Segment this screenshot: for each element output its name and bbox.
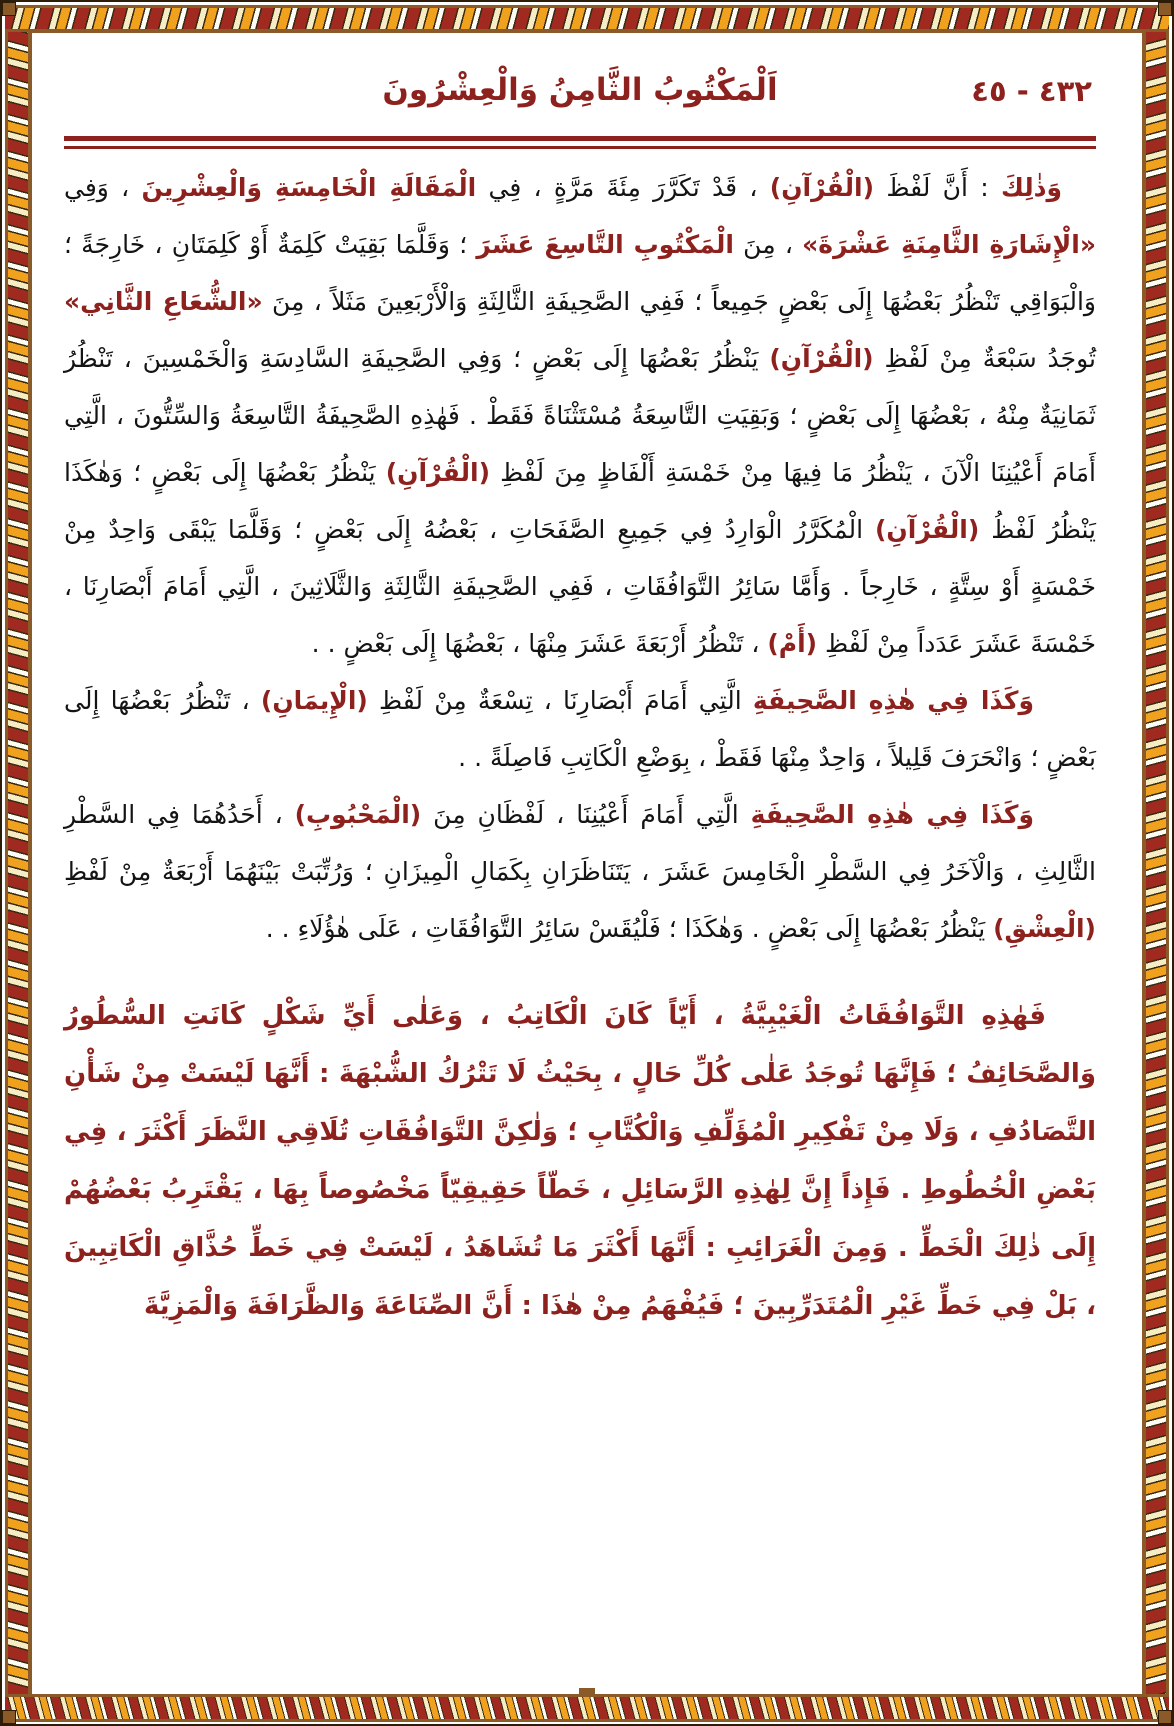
highlighted-term: (أَمْ)	[767, 629, 818, 658]
text-segment: ، وَفِي	[64, 173, 142, 202]
highlighted-term: الْمَكْتُوبِ التَّاسِعَ عَشَرَ	[476, 230, 734, 259]
frame-corner-ornament	[1158, 2, 1172, 16]
highlighted-term: (الْقُرْآنِ)	[385, 458, 491, 487]
page-content	[64, 66, 1096, 1335]
highlighted-term: (الْقُرْآنِ)	[769, 344, 874, 373]
frame-chain-right	[1142, 32, 1169, 1694]
highlighted-term: الْمَقَالَةِ الْخَامِسَةِ وَالْعِشْرِينَ	[141, 173, 477, 202]
frame-chain-left	[5, 32, 32, 1694]
text-segment: ، مِنَ	[733, 230, 803, 259]
text-segment: ؛ وَقَلَّمَا بَقِيَتْ كَلِمَةٌ أَوْ كَلِمَتَانِ ، خَارِجَةً ؛ وَالْبَوَاقِي تَنْظُرُ بَعْضُهَا إِلَى بَعْضٍ جَمِيعاً ؛ فَفِي الصَّحِيفَةِ الثَّالِثَةِ وَالْأَرْبَعِينَ مَثَلاً ، مِنَ	[64, 230, 1096, 316]
highlighted-term: فَهٰذِهِ التَّوَافُقَاتُ الْغَيْبِيَّةُ ، أَيّاً كَانَ الْكَاتِبُ ، وَعَلٰى أَيِّ شَكْلٍ كَانَتِ السُّطُورُ وَالصَّحَائِفُ ؛ فَإِنَّهَا تُوجَدُ عَلٰى كُلِّ حَالٍ ، بِحَيْثُ لَا تَتْرُكُ الشُّبْهَةَ : أَنَّهَا لَيْسَتْ مِنْ شَأْنِ التَّصَادُفِ ، وَلَا مِنْ تَفْكِيرِ الْمُؤَلِّفِ وَالْكُتَّابِ ؛ وَلٰكِنَّ التَّوَافُقَاتِ تُلَاقِي النَّظَرَ أَكْثَرَ ، فِي بَعْضِ الْخُطُوطِ . فَإِذاً إِنَّ لِهٰذِهِ الرَّسَائِلِ ، خَطّاً حَقِيقِيّاً مَخْصُوصاً بِهَا ، يَقْتَرِبُ بَعْضُهُمْ إِلَى ذٰلِكَ الْخَطِّ . وَمِنَ الْغَرَائِبِ : أَنَّهَا أَكْثَرَ مَا تُشَاهَدُ ، لَيْسَتْ فِي خَطِّ حُذَّاقِ الْكَاتِبِينَ ، بَلْ فِي خَطِّ غَيْرِ الْمُتَدَرِّبِينَ ؛ فَيُفْهَمُ مِنْ هٰذَا : أَنَّ الصِّنَاعَةَ وَالظَّرَافَةَ وَالْمَزِيَّةَ	[64, 1001, 1096, 1321]
text-segment: الَّتِي أَمَامَ أَعْيُنِنَا ، لَفْظَانِ مِنَ	[421, 800, 751, 829]
page-title: اَلْمَكْتُوبُ الثَّامِنُ وَالْعِشْرُونَ	[382, 72, 778, 108]
text-segment: ، تَنْظُرُ أَرْبَعَةَ عَشَرَ مِنْهَا ، بَعْضُهَا إِلَى بَعْضٍ . .	[311, 629, 768, 658]
page-header	[64, 66, 1096, 130]
frame-corner-ornament	[1158, 1710, 1172, 1724]
paragraph	[64, 159, 1096, 672]
text-segment: الْمُكَرَّرُ الْوَارِدُ فِي جَمِيعِ الصَّفَحَاتِ ، بَعْضُهُ إِلَى بَعْضٍ ؛ وَقَلَّمَا يَبْقَى وَاحِدٌ مِنْ خَمْسَةٍ أَوْ سِتَّةٍ ، خَارِجاً . وَأَمَّا سَائِرُ التَّوَافُقَاتِ ، فَفِي الصَّحِيفَةِ الثَّالِثَةِ وَالثَّلَاثِينَ ، الَّتِي أَمَامَ أَبْصَارِنَا ، خَمْسَةَ عَشَرَ عَدَداً مِنْ لَفْظِ	[64, 515, 1096, 658]
paragraph-highlighted	[64, 987, 1096, 1335]
text-segment: الَّتِي أَمَامَ أَبْصَارِنَا ، تِسْعَةٌ مِنْ لَفْظِ	[367, 686, 753, 715]
paragraph	[64, 672, 1096, 786]
header-divider	[64, 136, 1096, 149]
highlighted-term: وَكَذَا فِي هٰذِهِ الصَّحِيفَةِ	[750, 800, 1035, 829]
text-segment: يَنْظُرُ بَعْضُهَا إِلَى بَعْضٍ . وَهٰكَذَا ؛ فَلْيُقَسْ سَائِرُ التَّوَافُقَاتِ ، عَلَى هٰؤُلَاءِ . .	[265, 914, 994, 943]
text-segment: ، تَنْظُرُ بَعْضُهَا إِلَى بَعْضٍ ؛ وَانْحَرَفَ قَلِيلاً ، وَاحِدٌ مِنْهَا فَقَطْ ، بِوَضْعِ الْكَاتِبِ فَاصِلَةً . .	[64, 686, 1096, 772]
frame-corner-ornament	[2, 1710, 16, 1724]
text-segment: يَنْظُرُ بَعْضُهَا إِلَى بَعْضٍ ؛ وَهٰكَذَا يَنْظُرُ لَفْظُ	[64, 458, 1096, 544]
text-segment: تُوجَدُ سَبْعَةٌ مِنْ لَفْظِ	[873, 344, 1096, 373]
text-segment: ، قَدْ تَكَرَّرَ مِئَةَ مَرَّةٍ ، فِي	[476, 173, 770, 202]
page-number: ٤٣٢ - ٤٥	[971, 74, 1092, 108]
paragraph	[64, 786, 1096, 957]
highlighted-term: (الْقُرْآنِ)	[875, 515, 980, 544]
body-text	[64, 159, 1096, 1335]
highlighted-term: (الْإِيمَانِ)	[260, 686, 368, 715]
highlighted-term: (الْعِشْقِ)	[993, 914, 1096, 943]
frame-chain-top	[5, 5, 1169, 33]
text-segment: ، أَحَدُهُمَا فِي السَّطْرِ الثَّالِثِ ، وَالْآخَرُ فِي السَّطْرِ الْخَامِسَ عَشَرَ ، يَتَنَاظَرَانِ بِكَمَالِ الْمِيزَانِ ؛ وَرُتِّبَتْ بَيْنَهُمَا أَرْبَعَةٌ مِنْ لَفْظِ	[64, 800, 1096, 886]
frame-corner-ornament	[2, 2, 16, 16]
highlighted-term: «الْإِشَارَةِ الثَّامِنَةِ عَشْرَةَ»	[802, 230, 1096, 259]
highlighted-term: (الْقُرْآنِ)	[769, 173, 875, 202]
highlighted-term: وَكَذَا فِي هٰذِهِ الصَّحِيفَةِ	[752, 686, 1034, 715]
frame-chain-bottom	[5, 1694, 1169, 1722]
highlighted-term: (الْمَحْبُوبِ)	[294, 800, 422, 829]
frame-bottom-center-ornament	[579, 1688, 595, 1694]
text-segment: : أَنَّ لَفْظَ	[874, 173, 1001, 202]
text-segment: يَنْظُرُ بَعْضُهَا إِلَى بَعْضٍ ؛ وَفِي الصَّحِيفَةِ السَّادِسَةِ وَالْخَمْسِينَ ، تَنْظُرُ ثَمَانِيَةٌ مِنْهُ ، بَعْضُهَا إِلَى بَعْضٍ ؛ وَبَقِيَتِ التَّاسِعَةُ مُسْتَثْنَاةً فَقَطْ . فَهٰذِهِ الصَّحِيفَةُ التَّاسِعَةُ وَالسِّتُّونَ ، الَّتِي أَمَامَ أَعْيُنِنَا الْآنَ ، يَنْظُرُ مَا فِيهَا مِنْ خَمْسَةِ أَلْفَاظٍ مِنَ لَفْظِ	[64, 344, 1096, 487]
highlighted-term: «الشُّعَاعِ الثَّانِي»	[64, 287, 263, 316]
highlighted-term: وَذٰلِكَ	[1000, 173, 1062, 202]
